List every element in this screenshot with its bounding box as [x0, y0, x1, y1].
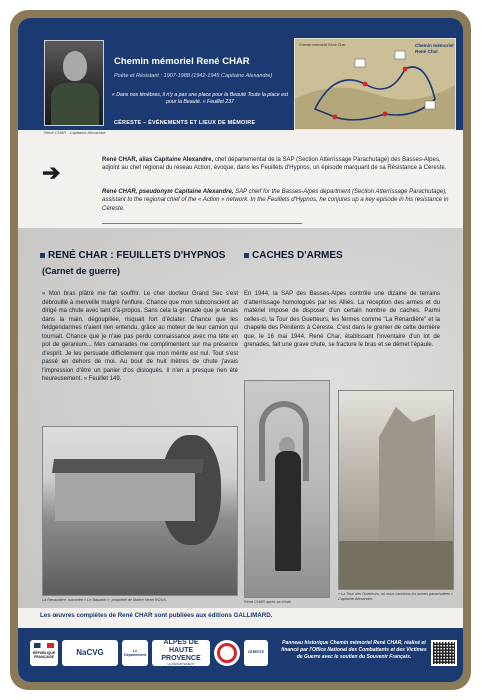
ruin-shape [379, 407, 435, 557]
farm-photo-caption: La Renardière, nommée « Le Baudoin », propriété de Maître Henri ROUX. [42, 598, 167, 602]
qr-code-icon[interactable] [431, 640, 457, 666]
map-title: Chemin mémoriel René Char [415, 43, 454, 54]
left-title-text: RENÉ CHAR : FEUILLETS D'HYPNOS [48, 250, 226, 261]
intro-french-text: chef départemental de la SAP (Section Atterrissage Parachutage) des Basses-Alpes, adjoint au chef régional du réseau Action, évoque, dans les Feuillets d'Hypnos, un épisode marquant de sa Résistance à Céreste. [102, 157, 447, 172]
intro-english-name: René CHAR, pseudonym Capitaine Alexandre, [102, 189, 234, 195]
tower-photo [338, 390, 454, 590]
gallimard-note: Les œuvres complètes de René CHAR sont publiées aux éditions GALLIMARD. [40, 612, 273, 619]
roof-shape [52, 459, 204, 473]
qr-pattern [433, 642, 455, 664]
right-column-title [244, 250, 343, 261]
route-map [294, 38, 456, 130]
ring-icon [217, 643, 237, 663]
memorial-panel [18, 18, 463, 682]
alpes-logo-main: ALPES DE HAUTE PROVENCE [161, 639, 201, 663]
intro-english [102, 188, 450, 213]
right-column-text: En 1944, la SAP des Basses-Alpes contrôle une dizaine de terrains d'atterrissage homologués par les Alliés. La réception des armes et du matériel impose de disposer d'un certain nombre de caches. Parmi celles-ci, la Tour des Guetteurs, les fermes comme "La Renardière" et la chapelle des Pénitents à Céreste. C'est dans le grenier de cette dernière que, le 16 mai 1944, René Char, établissant l'inventaire d'un lot de grenades, fait une grave chute, se fracture le bras et se démet l'épaule. [244, 291, 440, 349]
intro-french [102, 156, 450, 173]
portrait-head [63, 51, 87, 81]
header-band [18, 18, 463, 130]
nacvg-logo: NaCVG [62, 640, 118, 666]
arrow-icon: ➔ [42, 160, 61, 185]
rene-char-photo-caption: René CHAR après sa chute. [244, 600, 292, 604]
left-column-title [40, 250, 225, 261]
intro-french-name: René CHAR, alias Capitaine Alexandre, [102, 157, 214, 163]
rene-char-photo [244, 380, 330, 598]
header-quote: « Dans nos ténèbres, il n'y a pas une place pour la Beauté Toute la place est pour la Beauté. » Feuillet 237 [111, 92, 289, 106]
footer-band [18, 628, 463, 682]
map-label: Chemin mémoriel René Char [299, 43, 346, 47]
rubble-shape [339, 541, 453, 590]
bullet-square-icon [40, 253, 45, 258]
bullet-square-icon [244, 253, 249, 258]
portrait-photo [44, 40, 104, 126]
footer-credits: Panneau historique Chemin mémoriel René CHAR, réalisé et financé par l'Office National des Combattants et des Victimes de Guerre avec le soutien du Souvenir Français. [281, 640, 427, 660]
souvenir-francais-logo [214, 640, 240, 666]
tower-photo-caption: « La Tour des Guetteurs, où nous cachions les armes parachutées » Capitaine Alexandre. [338, 592, 454, 601]
figure-body [275, 451, 301, 571]
portrait-torso [51, 83, 99, 126]
right-title-text: CACHES D'ARMES [252, 250, 343, 261]
farm-photo [42, 426, 238, 596]
page-subtitle: Poète et Résistant : 1907-1988 (1942-1945 Capitaine Alexandre) [114, 73, 273, 79]
republique-francaise-logo [30, 640, 58, 666]
wall-shape [55, 473, 195, 521]
cereste-logo: CÉRESTE [244, 640, 268, 666]
alpes-haute-provence-logo [152, 640, 210, 666]
alpes-logo-small: LE DÉPARTEMENT [167, 662, 195, 667]
republique-francaise-label: RÉPUBLIQUE FRANÇAISE [32, 651, 56, 660]
flag-icon [34, 643, 54, 648]
divider [102, 223, 302, 224]
departement-logo: Le Département [122, 640, 148, 666]
portrait-caption: René CHAR - Capitaine Alexandre [44, 130, 106, 135]
left-column-subtitle: (Carnet de guerre) [42, 266, 121, 276]
left-column-text: « Mon bras plâtré me fait souffrir. Le cher docteur Grand Sec s'est débrouillé à merveille malgré l'enflure. Chance que mon subconscient ait dirigé ma chute avec tant d'à-propos. Sans cela la grenade que je tenais dans la main, dégoupillée, risquait fort d'éclater. Chance que les feldgendarmes n'aient rien entendu, grâce au moteur de leur camion qui tournait. Chance que je n'aie pas perdu connaissance avec ma tête en pot de géranium... Mes camarades me complimentent sur ma présence d'esprit. Je les persuade difficilement que mon mérite est nul. Tout s'est passé en dehors de moi. Au bout de huit mètres de chute j'avais l'impression d'être un panier d'os disloqués. Il n'en a presque rien été heureusement. » Feuillet 149. [42, 291, 238, 383]
intro-english-text: SAP chief for the Basses-Alpes department (Section Atterrissage Parachutage), assistant to the regional chief of the « Action » network. In the Feuillets d'Hypnos, he conjures up a key episode in his resistance in Céreste. [102, 189, 449, 212]
page-title: Chemin mémoriel René CHAR [114, 56, 250, 67]
section-band: CÉRESTE – ÉVÉNEMENTS ET LIEUX DE MÉMOIRE [114, 120, 256, 126]
